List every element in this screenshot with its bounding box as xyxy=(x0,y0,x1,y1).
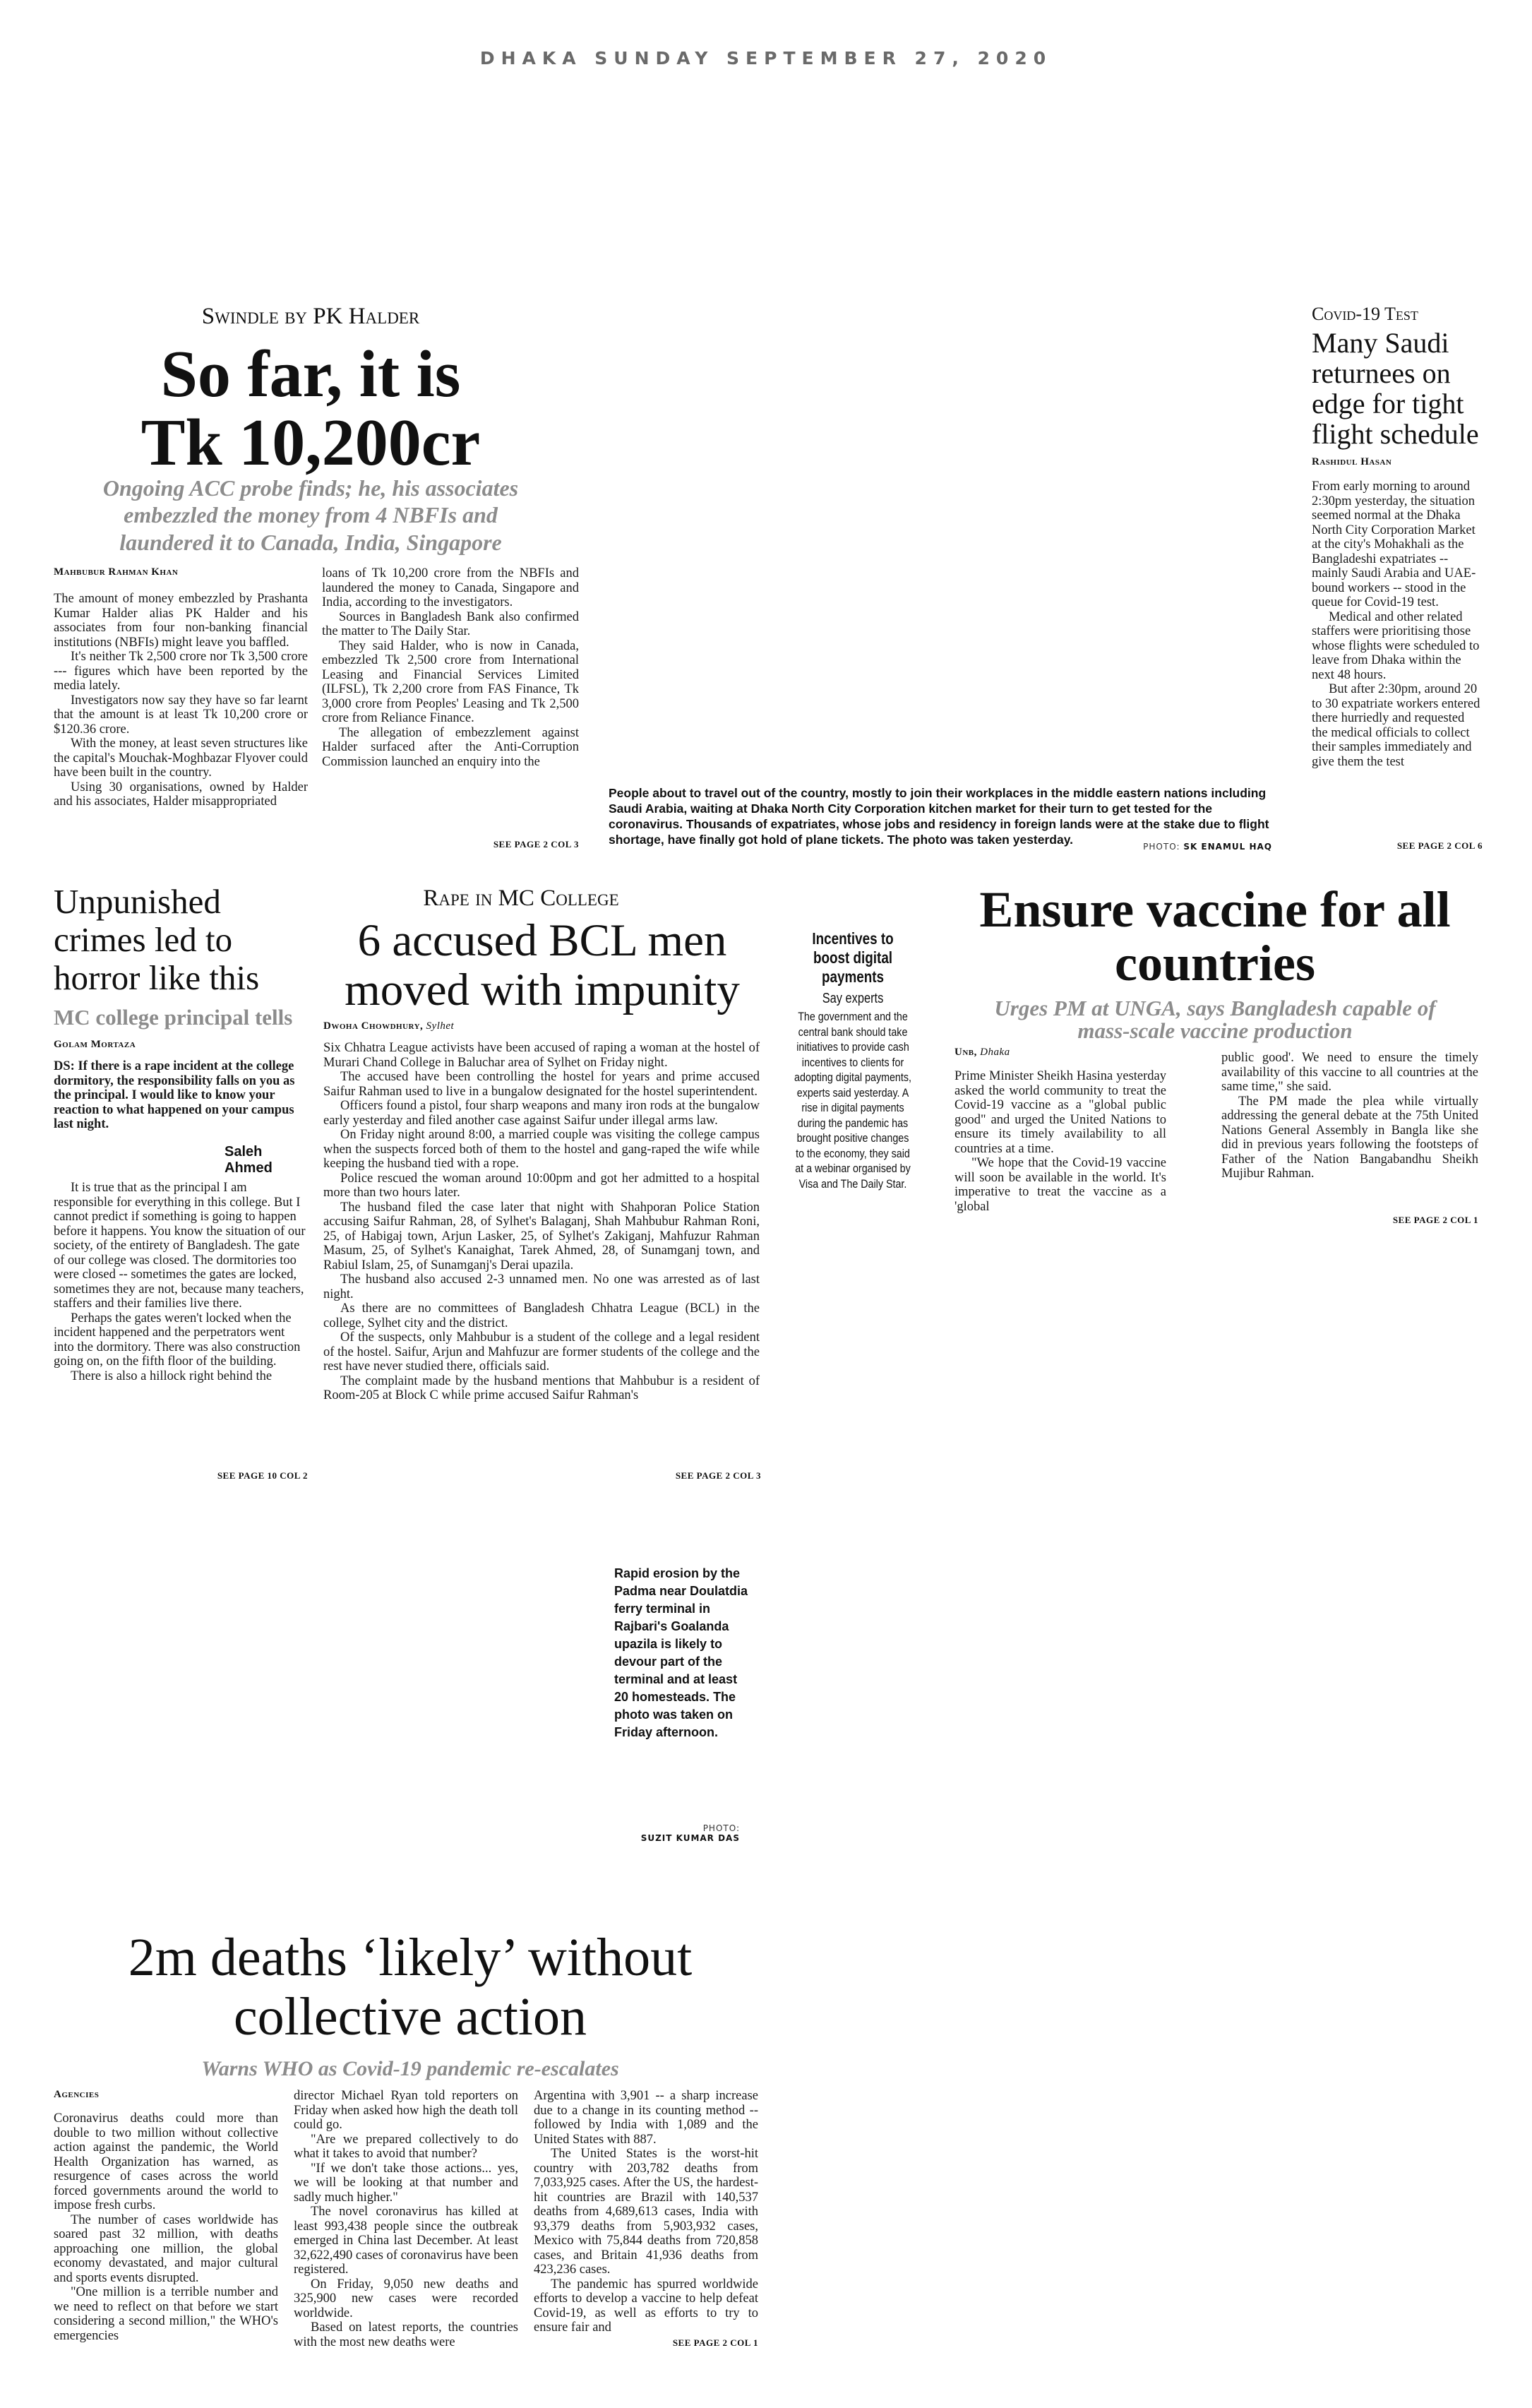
who-col1-p2: The number of cases worldwide has soared past 32 million, with deaths approaching one million, the global economy devastated, and major cultural and sports events disrupted. xyxy=(54,2212,278,2285)
lead-col1-p4: With the money, at least seven structures like the capital's Mouchak-Moghbazar Flyover could have been built in the country. xyxy=(54,737,308,780)
lead-col1-p5: Using 30 organisations, owned by Halder and his associates, Halder misappropriated xyxy=(54,780,308,809)
photo1-credit xyxy=(1143,842,1272,852)
vaccine-col1-p2: "We hope that the Covid-19 vaccine will soon be available in the world. It's imperative to treat the vaccine as a 'global xyxy=(954,1156,1166,1214)
who-headline-line2: collective action xyxy=(233,1987,587,2046)
lead-col2-p3: They said Halder, who is now in Canada, embezzled Tk 2,500 crore from International Leasing and Financial Services Limited (ILFSL), Tk 2,200 crore from FAS Finance, Tk 3,000 crore from Peoples' Leasing and Tk 2,500 crore from Reliance Finance. xyxy=(322,638,579,725)
vaccine-story xyxy=(952,881,1478,1225)
saudi-p3: But after 2:30pm, around 20 to 30 expatriate workers entered there hurriedly and requested the medical officials to collect their samples immediately and give them the test xyxy=(1312,682,1480,769)
saudi-body xyxy=(1312,479,1483,769)
saudi-kicker: Covid-19 Test xyxy=(1312,304,1418,324)
lead-headline-line2: Tk 10,200cr xyxy=(140,405,481,479)
vaccine-byline xyxy=(954,1047,1010,1059)
lead-kicker: Swindle by PK Halder xyxy=(201,304,420,329)
photo2-credit-label: PHOTO: xyxy=(702,1823,740,1833)
photo1-credit-label: PHOTO: xyxy=(1143,842,1180,852)
who-story xyxy=(54,1928,767,2352)
who-col2-p1: director Michael Ryan told reporters on Friday when asked how high the death toll could go. xyxy=(294,2089,518,2132)
vaccine-see-page: SEE PAGE 2 COL 1 xyxy=(1392,1215,1478,1225)
who-col3-p2: The United States is the worst-hit country with 203,782 deaths from 7,033,925 cases. After the US, the hardest-hit countries are Brazil with 140,537 deaths from 4,689,613 cases, India with 93,379 deaths from 5,903,932 cases, Mexico with 75,844 deaths from 720,858 cases, and Britain 41,936 deaths from 423,236 cases. xyxy=(534,2147,758,2277)
photo2-credit-name: SUZIT KUMAR DAS xyxy=(640,1833,740,1843)
bcl-p2: The accused have been controlling the hostel for years and prime accused Saifur Rahman used to live in a bungalow designated for the hostel superintendent. xyxy=(323,1070,760,1099)
mc-p2: Perhaps the gates weren't locked when the incident happened and the perpetrators went into the dormitory. There was also construction going on, on the fifth floor of the building. xyxy=(54,1311,301,1369)
bcl-p7: The husband also accused 2-3 unnamed men. No one was arrested as of last night. xyxy=(323,1272,760,1301)
lead-headline xyxy=(42,340,579,477)
bcl-story xyxy=(323,886,761,1493)
mc-deck: MC college principal tells xyxy=(54,1005,293,1030)
bcl-p9: Of the suspects, only Mahbubur is a student of the college and a legal resident of the hostel. Saifur, Arjun and Mahfuzur are former students of the college and the rest have never studied there, officials said. xyxy=(323,1330,760,1373)
bcl-p3: Officers found a pistol, four sharp weapons and many iron rods at the bungalow early yesterday and filed another case against Saifur under illegal arms law. xyxy=(323,1099,760,1128)
dateline: DHAKA SUNDAY SEPTEMBER 27, 2020 xyxy=(479,48,1053,68)
photo2-caption: Rapid erosion by the Padma near Doulatdia ferry terminal in Rajbari's Goalanda upazila is likely to devour part of the terminal and at least 20 homesteads. The photo was taken on Friday afternoon. xyxy=(614,1566,748,1739)
lead-col1 xyxy=(54,592,308,809)
who-col3-p3: The pandemic has spurred worldwide efforts to develop a vaccine to help defeat Covid-19, as well as efforts to try to ensure fair and xyxy=(534,2277,758,2335)
mc-question-row xyxy=(54,1059,308,1181)
who-col2-p6: Based on latest reports, the countries with the most new deaths were xyxy=(294,2320,518,2349)
mc-interview xyxy=(54,883,308,1490)
digital-title: Incentives to boost digital payments xyxy=(812,929,894,986)
saudi-headline: Many Saudi returnees on edge for tight flight schedule xyxy=(1312,327,1479,450)
vaccine-col2-p1: public good'. We need to ensure the timely availability of this vaccine to all countries at the same time," she said. xyxy=(1221,1051,1478,1094)
bcl-body xyxy=(323,1041,760,1403)
mc-portrait-name: Saleh Ahmed xyxy=(217,1144,308,1176)
vaccine-col2 xyxy=(1221,1051,1478,1181)
who-col2-p4: The novel coronavirus has killed at least 993,438 people since the outbreak emerged in China last December. At least 32,622,490 cases of coronavirus have been registered. xyxy=(294,2205,518,2277)
who-col3-p1: Argentina with 3,901 -- a sharp increase due to a change in its counting method -- followed by India with 1,089 and the United States with 887. xyxy=(534,2089,758,2147)
digital-payments-box xyxy=(782,929,923,1191)
who-headline-line1: 2m deaths ‘likely’ without xyxy=(128,1928,693,1987)
who-deck: Warns WHO as Covid-19 pandemic re-escalates xyxy=(201,2057,619,2080)
who-col3 xyxy=(534,2089,758,2335)
who-byline: Agencies xyxy=(54,2089,100,2100)
vaccine-headline: Ensure vaccine for all countries xyxy=(979,881,1451,991)
lead-story xyxy=(42,304,579,862)
who-col2-p2: "Are we prepared collectively to do what it takes to avoid that number? xyxy=(294,2132,518,2161)
who-col2 xyxy=(294,2089,518,2349)
who-col2-p3: "If we don't take those actions... yes, we will be looking at that number and sadly much higher." xyxy=(294,2161,518,2205)
bcl-p5: Police rescued the woman around 10:00pm and got her admitted to a hospital more than two hours later. xyxy=(323,1171,760,1200)
mc-headline: Unpunished crimes led to horror like this xyxy=(54,882,260,997)
lead-col1-p2: It's neither Tk 2,500 crore nor Tk 3,500 crore --- figures which have been reported by the media lately. xyxy=(54,650,308,693)
who-col1 xyxy=(54,2111,278,2343)
lead-col2 xyxy=(322,566,579,769)
vaccine-byline-name: Unb, xyxy=(954,1047,977,1058)
who-see-page: SEE PAGE 2 COL 1 xyxy=(672,2337,758,2348)
lead-see-page: SEE PAGE 2 COL 3 xyxy=(493,839,579,850)
saudi-byline: Rashidul Hasan xyxy=(1312,456,1392,467)
bcl-p1: Six Chhatra League activists have been accused of raping a woman at the hostel of Murari Chand College in Baluchar area of Sylhet on Friday night. xyxy=(323,1041,760,1070)
saudi-p1: From early morning to around 2:30pm yesterday, the situation seemed normal at the Dhaka North City Corporation Market at the city's Mohakhali as the Bangladeshi expatriates -- mainly Saudi Arabia and UAE-bound workers -- stood in the queue for Covid-19 test. xyxy=(1312,479,1476,609)
who-col2-p5: On Friday, 9,050 new deaths and 325,900 new cases were recorded worldwide. xyxy=(294,2277,518,2320)
bcl-byline-place: Sylhet xyxy=(426,1020,455,1032)
bcl-see-page: SEE PAGE 2 COL 3 xyxy=(675,1470,761,1481)
mc-body xyxy=(54,1181,308,1383)
saudi-story xyxy=(1312,304,1483,869)
bcl-p6: The husband filed the case later that night with Shahporan Police Station accusing Saifur Rahman, 28, of Sylhet's Balaganj, Shah Mahbubur Rahman Roni, 25, of Habigaj town, Arjun Lasker, 25, of Sylhet's Zakiganj, Mahfuzur Rahman Masum, 25, of Sylhet's Kanaighat, Tarek Ahmed, 28, of Sunamganj town, and Rabiul Islam, 25, of Sunamganj's Derai upazila. xyxy=(323,1200,760,1272)
mc-p3: There is also a hillock right behind the xyxy=(71,1369,273,1383)
vaccine-col2-p2: The PM made the plea while virtually addressing the general debate at the 75th United Nations General Assembly in Bangla like she did in previous years following the footsteps of Father of the Nation Bangabandhu Sheikh Mujibur Rahman. xyxy=(1221,1094,1478,1181)
mc-question xyxy=(54,1059,308,1132)
who-col1-p3: "One million is a terrible number and we need to reflect on that before we start considering a second million," the WHO's emergencies xyxy=(54,2285,278,2343)
digital-sub: Say experts xyxy=(822,991,884,1006)
lead-col2-p1: loans of Tk 10,200 crore from the NBFIs and laundered the money to Canada, Singapore and India, according to the investigators. xyxy=(322,566,579,609)
bcl-p4: On Friday night around 8:00, a married couple was visiting the college campus when the suspects forced both of them to the hostel and gang-raped the wife while keeping the husband tied with a rope. xyxy=(323,1128,760,1171)
who-col1-p1: Coronavirus deaths could more than double to two million without collective action against the pandemic, the World Health Organization has warned, as resurgence of cases across the world forced governments around the world to impose fresh curbs. xyxy=(54,2111,278,2212)
photo1-caption: People about to travel out of the country, mostly to join their workplaces in the middle eastern nations including Saudi Arabia, waiting at Dhaka North City Corporation kitchen market for their turn to get tested for the coronavirus. Thousands of expatriates, whose jobs and residency in foreign lands were at the stake due to flight shortage, have finally got hold of plane tickets. The photo was taken yesterday. xyxy=(609,786,1269,847)
photo1-caption-block xyxy=(609,785,1279,863)
bcl-p10: The complaint made by the husband mentions that Mahbubur is a resident of Room-205 at Block C while prime accused Saifur Rahman's xyxy=(323,1373,760,1402)
photo1-credit-name: SK ENAMUL HAQ xyxy=(1183,842,1272,852)
bcl-p8: As there are no committees of Bangladesh Chhatra League (BCL) in the college, Sylhet city and the district. xyxy=(323,1301,760,1330)
bcl-kicker: Rape in MC College xyxy=(423,886,619,911)
digital-body: The government and the central bank should take initiatives to provide cash incentives to clients for adopting digital payments, experts said yesterday. A rise in digital payments during the pandemic has brought positive changes to the economy, they said at a webinar organised by Visa and The Daily Star. xyxy=(794,1010,911,1191)
lead-col2-p4: The allegation of embezzlement against Halder surfaced after the Anti-Corruption Commission launched an enquiry into the xyxy=(322,725,579,769)
mc-see-page: SEE PAGE 10 COL 2 xyxy=(217,1470,308,1481)
mc-p1: It is true that as the principal I am responsible for everything in this college. But I cannot predict if something is going to happen before it happens. You know the situation of our society, of the entirety of Bangladesh. The gate of our college was closed. The dormitories too were closed -- sometimes the gates are locked, sometimes they are not, because many teachers, staffers and their families live there. xyxy=(54,1181,306,1311)
lead-col2-p2: Sources in Bangladesh Bank also confirmed the matter to The Daily Star. xyxy=(322,609,579,638)
saudi-see-page: SEE PAGE 2 COL 6 xyxy=(1396,840,1483,851)
lead-col1-p3: Investigators now say they have so far learnt that the amount is at least Tk 10,200 crore or $120.36 crore. xyxy=(54,693,308,737)
lead-col1-p1: The amount of money embezzled by Prashanta Kumar Halder alias PK Halder and his associates from four non-banking financial institutions (NBFIs) might leave you baffled. xyxy=(54,592,308,650)
lead-deck: Ongoing ACC probe finds; he, his associates embezzled the money from 4 NBFIs and laundered it to Canada, India, Singapore xyxy=(102,475,519,555)
vaccine-col1 xyxy=(954,1069,1166,1214)
bcl-headline: 6 accused BCL men moved with impunity xyxy=(345,915,740,1015)
photo2-credit xyxy=(641,1823,740,1843)
lead-byline: Mahbubur Rahman Khan xyxy=(54,566,179,578)
lead-headline-line1: So far, it is xyxy=(160,338,461,411)
bcl-byline xyxy=(323,1020,761,1032)
mc-byline: Golam Mortaza xyxy=(54,1039,136,1050)
vaccine-col1-p1: Prime Minister Sheikh Hasina yesterday asked the world community to treat the Covid-19 vaccine as a "global public good" and urged the United Nations to ensure its timely availability to all countries at a time. xyxy=(954,1069,1166,1156)
photo2-caption-block xyxy=(614,1565,748,1847)
who-headline xyxy=(54,1928,767,2046)
mc-question-text: DS: If there is a rape incident at the college dormitory, the responsibility falls on you as the principal. I would like to know your reaction to what happened on your campus last night. xyxy=(54,1059,295,1131)
vaccine-byline-place: Dhaka xyxy=(980,1047,1010,1058)
bcl-byline-name: Dwoha Chowdhury, xyxy=(323,1020,424,1032)
vaccine-deck: Urges PM at UNGA, says Bangladesh capable of mass-scale vaccine production xyxy=(994,996,1436,1043)
saudi-p2: Medical and other related staffers were prioritising those whose flights were scheduled to leave from Dhaka within the next 48 hours. xyxy=(1312,609,1480,682)
